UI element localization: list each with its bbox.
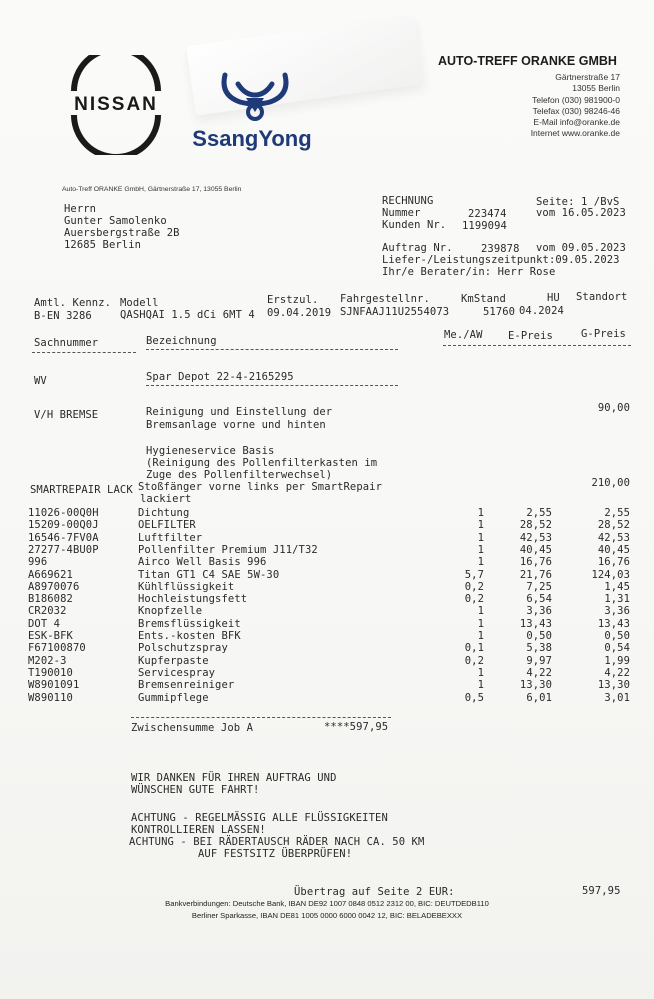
bank-line: Berliner Sparkasse, IBAN DE81 1005 0000 6000 0042 12, BIC: BELADEBEXXX [191,911,463,920]
item-unit-price: 2,55 [526,507,552,519]
item-total-price: 0,54 [604,642,630,655]
item-total-price: 40,45 [597,543,630,556]
job-code: SMARTREPAIR LACK [30,484,133,496]
vehicle-vin: SJNFAAJ11U2554073 [340,306,450,318]
item-quantity: 1 [477,543,484,556]
item-quantity: 5,7 [464,568,484,581]
item-description: Kühlflüssigkeit [138,580,235,593]
item-description: Kupferpaste [138,654,209,667]
job-code: V/H BREMSE [34,409,99,421]
address-line: Telefax (030) 98246-46 [532,106,620,116]
vehicle-header-fahrgestell: Fahrgestellnr. [340,293,430,305]
item-unit-price: 0,50 [526,630,552,642]
item-part-number: W890110 [28,691,73,704]
item-unit-price: 7,25 [526,580,552,593]
item-total-price: 3,01 [604,691,630,704]
item-quantity: 0,2 [464,654,484,667]
item-description: Servicespray [138,666,216,679]
subtotal-value: ****597,95 [324,721,389,733]
column-header-me-aw: Me./AW [444,329,483,341]
item-total-price: 13,43 [597,617,630,630]
item-description: Dichtung [138,507,190,519]
vehicle-header-erstzul: Erstzul. [267,294,319,306]
wv-divider [146,385,398,386]
vehicle-header-kmstand: KmStand [461,293,506,305]
invoice-number: 223474 [468,208,507,220]
message-line: KONTROLLIEREN LASSEN! [131,824,266,836]
item-unit-price: 5,38 [526,642,552,655]
item-total-price: 16,76 [597,556,630,569]
vehicle-header-standort: Standort [576,291,628,303]
company-name: AUTO-TREFF ORANKE GMBH [438,54,617,68]
header-divider [146,349,398,350]
item-description: Bremsenreiniger [138,679,235,692]
item-total-price: 13,30 [597,679,630,692]
item-part-number: W8901091 [28,679,80,692]
vehicle-header-modell: Modell [120,297,159,309]
item-quantity: 1 [477,531,484,544]
recipient-line: Gunter Samolenko [64,215,167,227]
vehicle-model: QASHQAI 1.5 dCi 6MT 4 [120,309,255,321]
item-part-number: ESK-BFK [28,630,73,642]
address-line: Gärtnerstraße 17 [555,72,620,82]
item-part-number: 11026-00Q0H [28,507,99,519]
invoice-title: RECHNUNG [382,195,434,207]
message-line: WIR DANKEN FÜR IHREN AUFTRAG UND [131,772,337,784]
item-description: Luftfilter [138,531,203,544]
item-quantity: 1 [477,679,484,692]
address-line: 13055 Berlin [572,83,620,93]
recipient-line: Auersbergstraße 2B [64,227,180,239]
column-header-bezeichnung: Bezeichnung [146,335,217,347]
bank-line: Bankverbindungen: Deutsche Bank, IBAN DE92 1007 0848 0512 2312 00, BIC: DEUTDEDB110 [165,899,489,908]
invoice-number-label: Nummer [382,207,421,219]
item-unit-price: 21,76 [519,568,552,581]
advisor: Ihr/e Berater/in: Herr Rose [382,266,556,278]
item-quantity: 1 [477,666,484,679]
job-line: Zuge des Pollenfilterwechsel) [146,469,333,481]
item-total-price: 28,52 [597,519,630,532]
ssangyong-logo-text: SsangYong [192,126,312,151]
job-total: 210,00 [591,477,630,489]
item-quantity: 0,5 [464,691,484,704]
job-line: Reinigung und Einstellung der [146,406,333,418]
item-quantity: 0,1 [464,642,484,655]
item-total-price: 4,22 [604,666,630,679]
recipient-line: 12685 Berlin [64,239,142,251]
order-number-label: Auftrag Nr. [382,242,453,254]
item-unit-price: 13,30 [519,679,552,692]
item-total-price: 42,53 [597,531,630,544]
vehicle-first-registration: 09.04.2019 [267,307,332,319]
item-unit-price: 28,52 [519,519,552,532]
sender-line: Auto-Treff ORANKE GmbH, Gärtnerstraße 17, 13055 Berlin [62,186,242,193]
vehicle-hu: 04.2024 [519,305,564,317]
subtotal-divider [131,717,391,718]
item-description: Airco Well Basis 996 [138,556,267,569]
item-quantity: 1 [477,556,484,569]
item-part-number: 15209-00Q0J [28,519,99,532]
item-total-price: 3,36 [604,605,630,618]
job-line: Hygieneservice Basis [146,445,275,457]
item-total-price: 1,45 [604,580,630,593]
item-unit-price: 40,45 [519,543,552,556]
address-line: E-Mail info@oranke.de [533,117,620,127]
carryover-value: 597,95 [582,885,621,897]
nissan-logo [56,55,176,155]
item-unit-price: 6,01 [526,691,552,704]
item-part-number: DOT 4 [28,617,61,630]
item-part-number: CR2032 [28,605,67,618]
ssangyong-logo [180,40,330,155]
item-part-number: 27277-4BU0P [28,543,99,556]
carryover-label: Übertrag auf Seite 2 EUR: [294,886,455,898]
service-date: Liefer-/Leistungszeitpunkt:09.05.2023 [382,254,620,266]
column-header-sachnummer: Sachnummer [34,337,99,349]
item-unit-price: 3,36 [526,605,552,618]
customer-number: 1199094 [462,220,507,232]
message-line: AUF FESTSITZ ÜBERPRÜFEN! [198,848,353,860]
job-line: Stoßfänger vorne links per SmartRepair [138,481,383,493]
header-divider [443,345,631,346]
item-unit-price: 9,97 [526,654,552,667]
address-line: Internet www.oranke.de [530,128,620,138]
header-divider [32,352,136,353]
nissan-logo-text: NISSAN [74,94,158,115]
order-number: 239878 [481,243,520,255]
wv-text: Spar Depot 22-4-2165295 [146,371,294,383]
item-quantity: 0,2 [464,593,484,606]
wv-code: WV [34,375,47,387]
vehicle-kennz: B-EN 3286 [34,310,92,322]
address-line: Telefon (030) 981900-0 [532,95,620,105]
item-part-number: F67100870 [28,642,86,655]
item-part-number: 16546-7FV0A [28,531,99,544]
recipient-line: Herrn [64,203,97,215]
item-unit-price: 4,22 [526,666,552,679]
item-total-price: 2,55 [604,507,630,519]
item-quantity: 1 [477,519,484,532]
item-description: Bremsflüssigkeit [138,617,241,630]
item-total-price: 124,03 [591,568,630,581]
item-part-number: A8970076 [28,580,80,593]
job-line: (Reinigung des Pollenfilterkasten im [146,457,378,469]
item-description: Pollenfilter Premium J11/T32 [138,543,318,556]
invoice-date: vom 16.05.2023 [536,207,626,219]
item-quantity: 1 [477,605,484,618]
item-description: Ents.-kosten BFK [138,630,241,642]
column-header-g-preis: G-Preis [581,328,626,340]
item-unit-price: 16,76 [519,556,552,569]
job-total: 90,00 [597,402,630,414]
item-unit-price: 13,43 [519,617,552,630]
vehicle-header-hu: HU [547,292,560,304]
item-description: OELFILTER [138,519,196,532]
item-quantity: 1 [477,617,484,630]
item-total-price: 0,50 [604,630,630,642]
item-quantity: 1 [477,507,484,519]
item-unit-price: 42,53 [519,531,552,544]
subtotal-label: Zwischensumme Job A [131,722,254,734]
item-part-number: A669621 [28,568,73,581]
page-number: Seite: 1 /BvS [536,196,620,208]
vehicle-header-kennz: Amtl. Kennz. [34,297,112,309]
item-description: Knopfzelle [138,605,203,618]
job-line: lackiert [140,493,192,505]
message-line: WÜNSCHEN GUTE FAHRT! [131,784,260,796]
item-quantity: 0,2 [464,580,484,593]
item-total-price: 1,31 [604,593,630,606]
item-part-number: 996 [28,556,48,569]
customer-number-label: Kunden Nr. [382,219,447,231]
job-line: Bremsanlage vorne und hinten [146,419,326,431]
item-description: Titan GT1 C4 SAE 5W-30 [138,568,280,581]
item-unit-price: 6,54 [526,593,552,606]
column-header-e-preis: E-Preis [508,330,553,342]
order-date: vom 09.05.2023 [536,242,626,254]
vehicle-km: 51760 [483,306,516,318]
item-quantity: 1 [477,630,484,642]
item-part-number: T190010 [28,666,73,679]
item-description: Polschutzspray [138,642,228,655]
item-part-number: M202-3 [28,654,67,667]
item-description: Hochleistungsfett [138,593,248,606]
item-description: Gummipflege [138,691,209,704]
message-line: ACHTUNG - BEI RÄDERTAUSCH RÄDER NACH CA. 50 KM [129,836,425,848]
message-line: ACHTUNG - REGELMÄSSIG ALLE FLÜSSIGKEITEN [131,812,388,824]
item-part-number: B186082 [28,593,73,606]
item-total-price: 1,99 [604,654,630,667]
